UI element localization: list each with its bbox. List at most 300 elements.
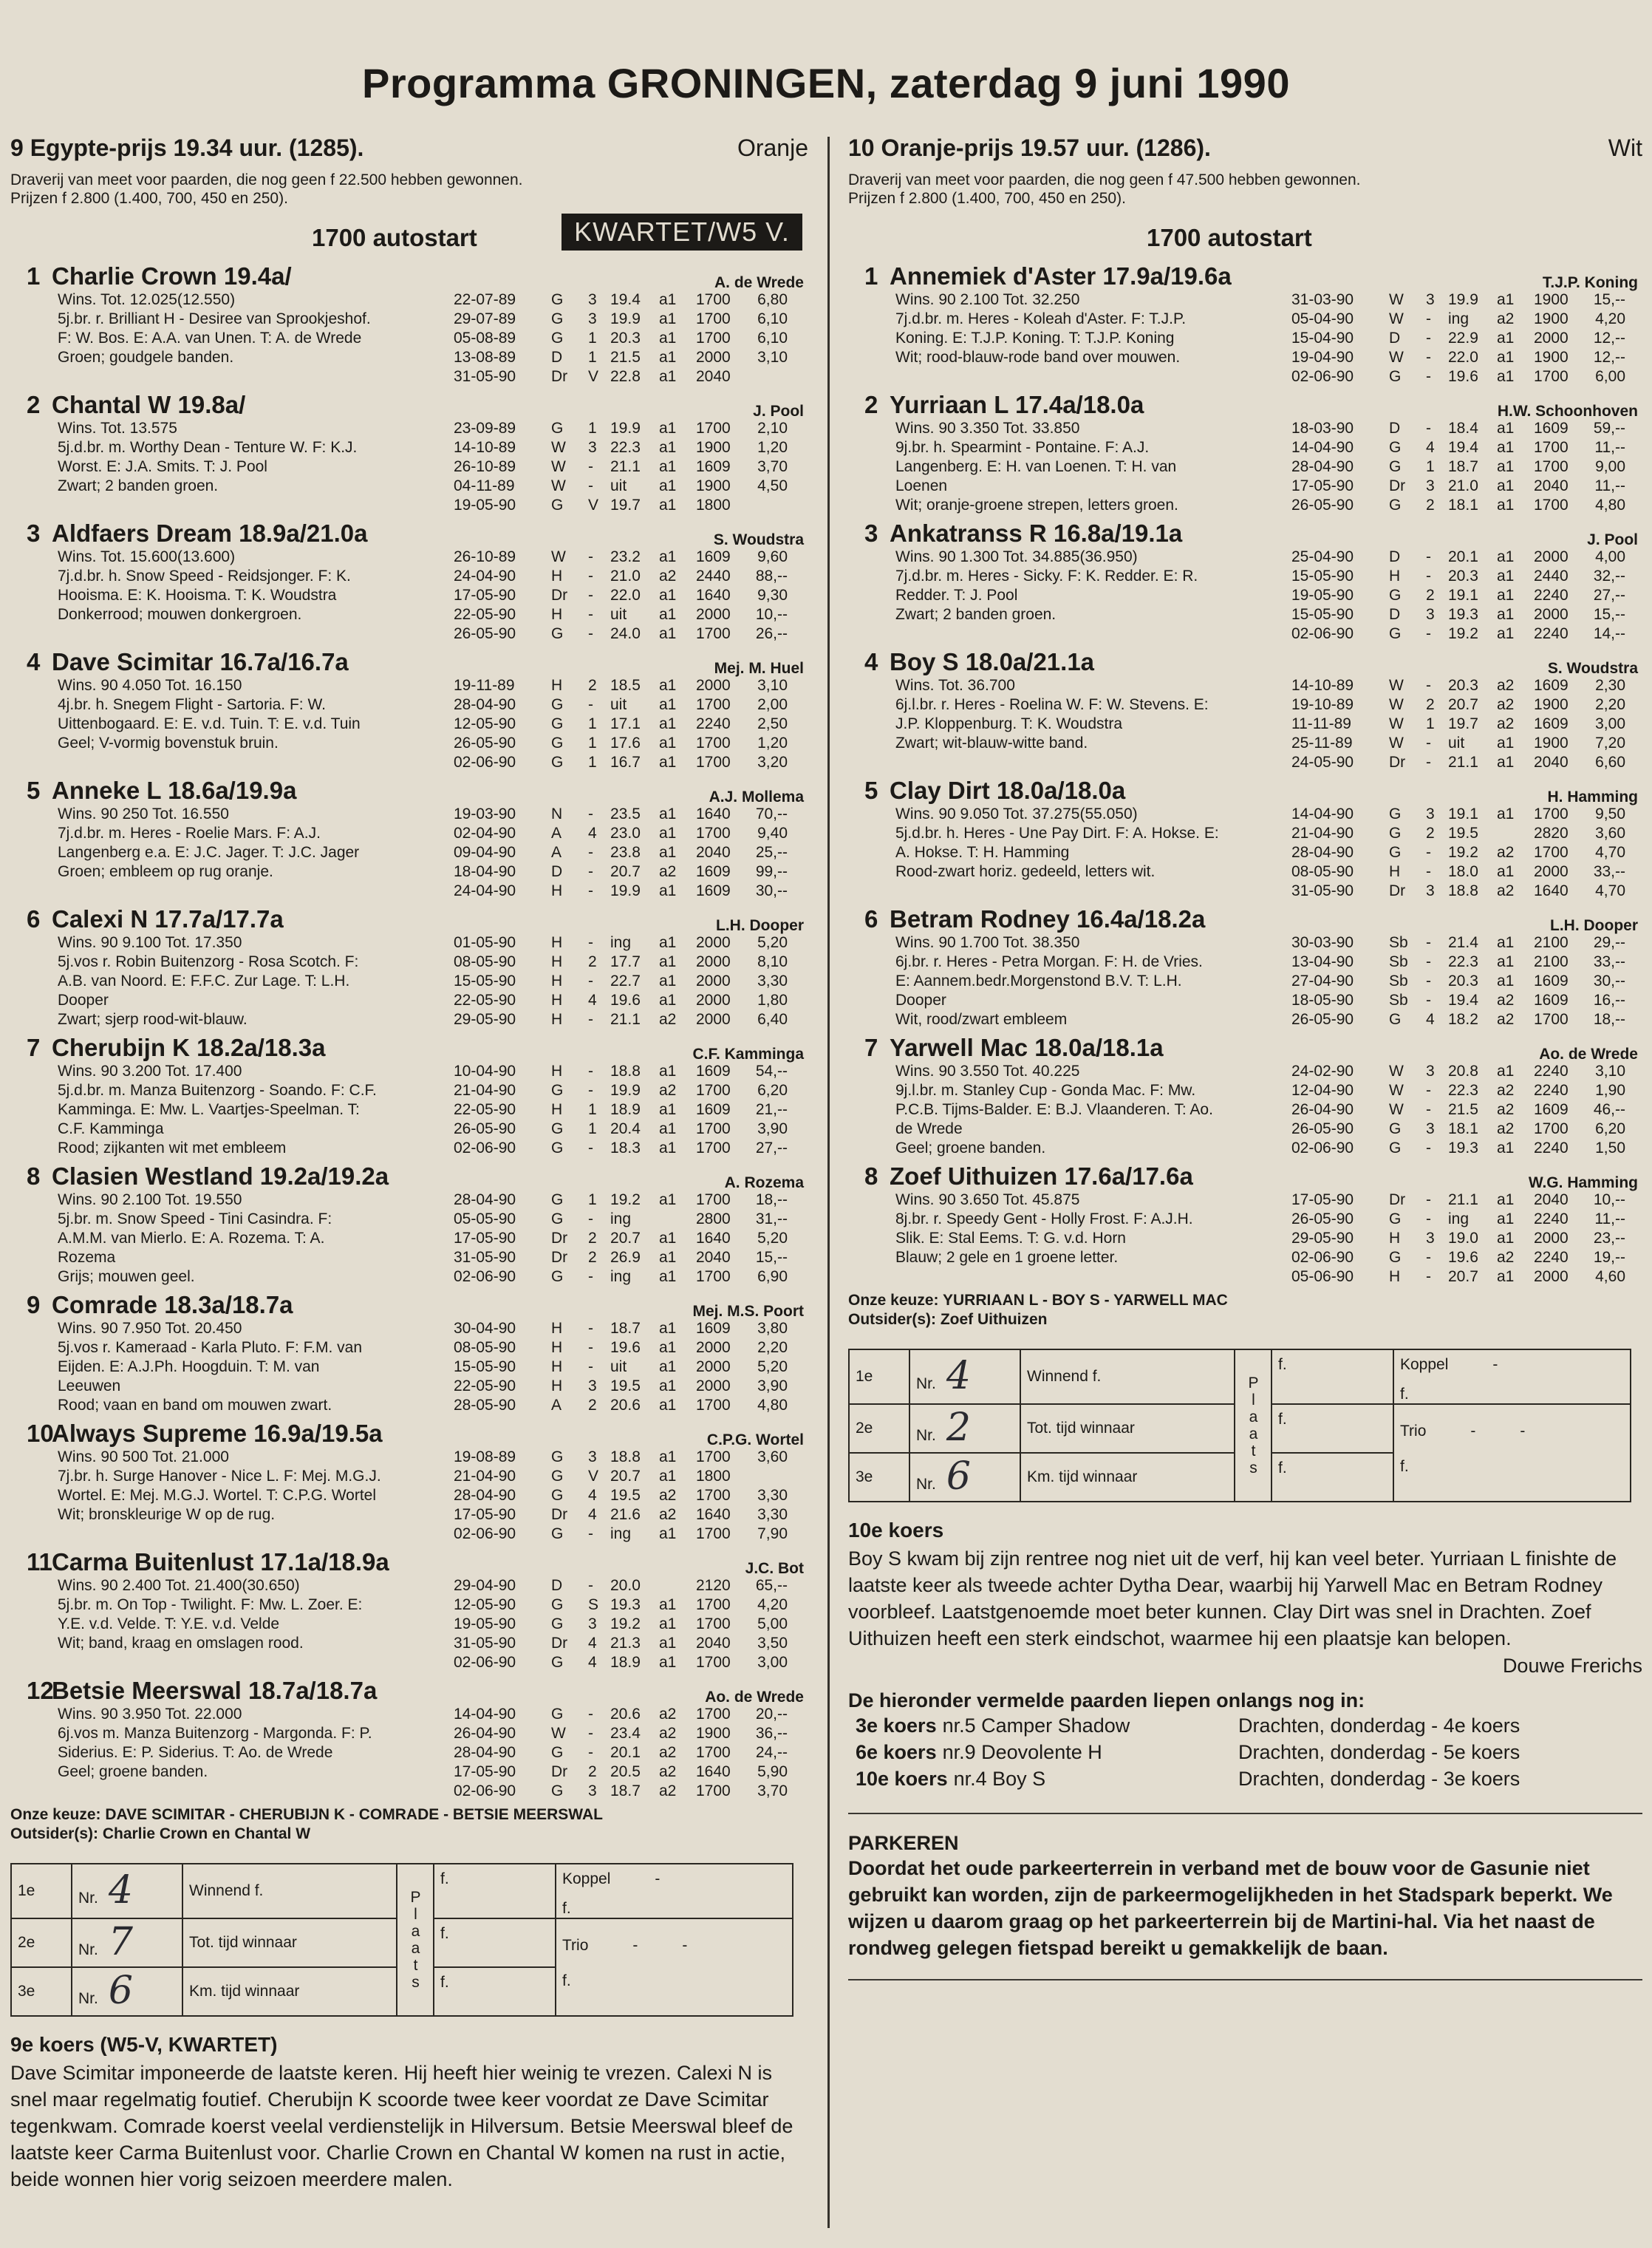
form-place: 1 (588, 1191, 597, 1208)
form-odds: 7,20 (1595, 735, 1625, 752)
form-row (1291, 862, 1642, 882)
trio-cell (1393, 1404, 1631, 1502)
horse-name: Clay Dirt 18.0a/18.0a (890, 777, 1126, 804)
horse-info-line: Wit; oranje-groene strepen, letters groen. (895, 497, 1178, 514)
form-distance: 1700 (696, 420, 731, 437)
form-date: 24-05-90 (1291, 754, 1354, 771)
start-type: 1700 autostart (312, 224, 477, 251)
horse-number: 8 (864, 1162, 878, 1190)
trainer-name: L.H. Dooper (1550, 917, 1638, 934)
form-distance: 1640 (696, 1506, 731, 1523)
form-place: - (1426, 1101, 1431, 1118)
trainer-name: C.P.G. Wortel (706, 1431, 804, 1448)
form-place: 3 (588, 1615, 597, 1632)
form-distance: 1700 (1534, 439, 1569, 456)
horse-number: 10 (27, 1420, 54, 1447)
horse-info (10, 676, 454, 753)
horse-info-line: Zwart; 2 banden groen. (58, 477, 219, 494)
recent-horse-name: nr.9 Deovolente H (942, 1741, 1102, 1763)
form-time: 19.3 (1448, 606, 1478, 623)
form-odds: 9,00 (1595, 458, 1625, 475)
form-odds: 7,90 (757, 1525, 788, 1542)
recent-race-number: 3e koers (856, 1714, 937, 1737)
column-divider (827, 137, 830, 2228)
form-place: 3 (1426, 606, 1435, 623)
form-track: G (551, 1596, 564, 1613)
form-time: 19.1 (1448, 805, 1478, 822)
form-date: 26-10-89 (454, 548, 516, 565)
form-row (454, 695, 808, 715)
form-class: a1 (1497, 754, 1515, 771)
form-time: 18.7 (610, 1320, 641, 1337)
form-place: - (588, 625, 593, 642)
horse-info-line: Wins. 90 2.100 Tot. 32.250 (895, 291, 1080, 308)
horse-name: Chantal W 19.8a/ (52, 391, 246, 418)
form-time: ing (610, 1268, 632, 1285)
form-class: a1 (659, 606, 677, 623)
form-distance: 1700 (696, 1268, 731, 1285)
form-date: 21-04-90 (454, 1082, 516, 1099)
horse-number: 5 (864, 777, 878, 804)
trainer-name: Ao. de Wrede (1539, 1046, 1638, 1063)
form-odds: 3,70 (757, 1782, 788, 1799)
horse-info-line: Wins. Tot. 15.600(13.600) (58, 548, 236, 565)
horse-info-line: Dooper (58, 992, 109, 1009)
form-row (454, 310, 808, 329)
trio-dash: - (632, 1937, 638, 1954)
form-distance: 1640 (696, 805, 731, 822)
form-distance: 2440 (696, 568, 731, 585)
form-distance: 1700 (1534, 368, 1569, 385)
form-distance: 1700 (696, 754, 731, 771)
form-track: G (551, 1191, 564, 1208)
form-row (454, 1319, 808, 1338)
form-distance: 1700 (696, 1654, 731, 1671)
form-row (1291, 882, 1642, 901)
form-place: 1 (588, 349, 597, 366)
form-track: Dr (551, 1230, 568, 1247)
form-odds: 6,10 (757, 310, 788, 327)
horse-details (10, 1034, 454, 1158)
horse-details (848, 905, 1291, 1029)
form-place: - (1426, 1210, 1431, 1227)
form-distance: 1609 (696, 1320, 731, 1337)
form-date: 29-04-90 (454, 1577, 516, 1594)
form-place: - (588, 1063, 593, 1080)
form-distance: 1700 (696, 330, 731, 347)
form-place: - (588, 1210, 593, 1227)
form-row (454, 1191, 808, 1210)
horse-name-row (10, 262, 454, 290)
race-conditions-line: Draverij van meet voor paarden, die nog geen f 22.500 hebben gewonnen. (10, 171, 523, 188)
form-odds: 3,60 (1595, 825, 1625, 842)
divider (848, 1813, 1642, 1814)
form-time: 19.6 (1448, 368, 1478, 385)
horse-info-line: 9j.l.br. m. Stanley Cup - Gonda Mac. F: Mw. (895, 1082, 1196, 1099)
horse-number: 1 (27, 262, 41, 290)
form-class: a1 (659, 625, 677, 642)
form-place: 1 (588, 1120, 597, 1137)
trainer-name: J.C. Bot (745, 1560, 804, 1577)
form-row (454, 933, 808, 953)
form-date: 05-05-90 (454, 1210, 516, 1227)
form-class: a1 (1497, 735, 1515, 752)
form-time: 18.5 (610, 677, 641, 694)
form-track: G (551, 1706, 564, 1723)
form-place: - (588, 606, 593, 623)
form-class (1497, 824, 1534, 843)
horse-info-line: Grijs; mouwen geel. (58, 1268, 195, 1285)
horse-info (10, 805, 454, 882)
form-row (454, 882, 808, 901)
form-distance: 2000 (696, 349, 731, 366)
horse-details (10, 1548, 454, 1672)
form-time: 22.7 (610, 973, 641, 990)
form-distance: 1700 (696, 1397, 731, 1414)
horse-info-line: 5j.d.br. m. Worthy Dean - Tenture W. F: K.J. (58, 439, 358, 456)
form-class: a2 (1497, 1249, 1515, 1266)
form-time: 19.7 (1448, 715, 1478, 732)
horse-info-line: Redder. T: J. Pool (895, 587, 1018, 604)
form-odds: 10,-- (1593, 1191, 1625, 1208)
form-row (454, 972, 808, 991)
form-place: - (588, 1706, 593, 1723)
form-place: - (1426, 1140, 1431, 1157)
form-time: 20.7 (1448, 696, 1478, 713)
form-odds: 3,50 (757, 1635, 788, 1652)
form-date: 08-05-90 (1291, 863, 1354, 880)
form-date: 14-10-89 (1291, 677, 1354, 694)
recent-race-horse (848, 1739, 1238, 1765)
form-track: G (551, 715, 564, 732)
form-place: - (588, 587, 593, 604)
form-distance: 2000 (696, 606, 731, 623)
horse-form (454, 1420, 808, 1544)
form-date: 28-04-90 (454, 1487, 516, 1504)
horse-name-row (848, 777, 1291, 805)
horse-name: Comrade 18.3a/18.7a (52, 1291, 293, 1318)
form-date: 26-04-90 (1291, 1101, 1354, 1118)
form-row (454, 1377, 808, 1396)
form-place: 3 (588, 291, 597, 308)
horse-name-row (10, 648, 454, 676)
form-track: G (551, 1744, 564, 1761)
divider (848, 1979, 1642, 1980)
form-time: 24.0 (610, 625, 641, 642)
form-track: D (1389, 606, 1401, 623)
horse-details (848, 520, 1291, 644)
form-place: 2 (588, 1230, 597, 1247)
form-odds: 4,20 (1595, 310, 1625, 327)
form-track: Sb (1389, 992, 1408, 1009)
form-date: 28-04-90 (1291, 844, 1354, 861)
form-row (454, 1358, 808, 1377)
horse-form (1291, 520, 1642, 644)
form-place: 4 (588, 1654, 597, 1671)
form-place: - (588, 1358, 593, 1375)
form-track: H (551, 992, 563, 1009)
form-distance: 2000 (696, 992, 731, 1009)
form-row (454, 496, 808, 515)
nr-label: Nr. (78, 1989, 98, 2007)
form-distance: 1609 (696, 882, 731, 899)
form-time: 18.7 (610, 1782, 641, 1799)
horse-form (1291, 905, 1642, 1029)
form-place: 3 (1426, 1230, 1435, 1247)
form-distance: 2440 (1534, 568, 1569, 585)
our-pick: Onze keuze: YURRIAAN L - BOY S - YARWELL MAC (848, 1292, 1228, 1309)
form-place: 3 (588, 1448, 597, 1465)
horse-form (454, 1677, 808, 1801)
form-odds: 3,60 (757, 1448, 788, 1465)
race-prizes-line: Prijzen f 2.800 (1.400, 700, 450 en 250). (848, 190, 1126, 207)
form-date: 08-05-90 (454, 1339, 516, 1356)
form-distance: 2000 (696, 1011, 731, 1028)
form-distance: 2240 (1534, 1140, 1569, 1157)
trainer-name: A.J. Mollema (709, 788, 804, 805)
form-row (454, 548, 808, 567)
form-place: - (1426, 310, 1431, 327)
horse-entry (10, 1162, 808, 1287)
horse-entry (848, 262, 1642, 386)
form-row (454, 824, 808, 843)
horse-entry (10, 1548, 808, 1672)
koppel-dash: - (655, 1870, 661, 1887)
horse-info-line: Wins. 90 250 Tot. 16.550 (58, 805, 229, 822)
horse-name-row (848, 262, 1291, 290)
form-distance: 1609 (696, 863, 731, 880)
horse-form (454, 1291, 808, 1415)
horse-info-line: 5j.vos r. Kameraad - Karla Pluto. F: F.M. van (58, 1339, 362, 1356)
horse-number: 6 (864, 905, 878, 933)
horse-entry (10, 520, 808, 644)
form-time: 22.0 (1448, 349, 1478, 366)
horse-name-row (848, 1162, 1291, 1191)
form-date: 22-05-90 (454, 1377, 516, 1394)
horse-name: Carma Buitenlust 17.1a/18.9a (52, 1548, 389, 1576)
trainer-name: H.W. Schoonhoven (1497, 403, 1638, 420)
plaats-column (397, 1864, 434, 2016)
form-odds: 12,-- (1593, 330, 1625, 347)
form-time: ing (1448, 1210, 1470, 1227)
horse-form (1291, 648, 1642, 772)
form-place: 1 (588, 420, 597, 437)
form-distance: 2240 (1534, 625, 1569, 642)
form-odds: 11,-- (1594, 1210, 1625, 1227)
form-row (454, 605, 808, 624)
form-date: 12-04-90 (1291, 1082, 1354, 1099)
form-odds: 18,-- (1593, 1011, 1625, 1028)
trainer-name: A. Rozema (724, 1174, 804, 1191)
form-date: 26-05-90 (454, 1120, 516, 1137)
form-class: a1 (659, 696, 677, 713)
form-track: H (551, 1320, 563, 1337)
horse-details (10, 262, 454, 386)
horse-name-row (10, 905, 454, 933)
form-class: a1 (659, 934, 677, 951)
trainer-name: C.F. Kamminga (692, 1046, 804, 1063)
form-row (454, 1396, 808, 1415)
form-distance: 1700 (696, 1525, 731, 1542)
form-class: a1 (1497, 548, 1515, 565)
form-odds: 9,60 (757, 548, 788, 565)
form-odds: 6,20 (1595, 1120, 1625, 1137)
horse-info-line: A.M.M. van Mierlo. E: A. Rozema. T: A. (58, 1230, 325, 1247)
form-track: W (1389, 715, 1404, 732)
form-row (454, 1229, 808, 1248)
form-date: 24-04-90 (454, 882, 516, 899)
form-date: 14-04-90 (1291, 439, 1354, 456)
form-odds: 4,80 (1595, 497, 1625, 514)
form-date: 04-11-89 (454, 477, 515, 494)
horse-info (10, 419, 454, 496)
horse-info (848, 1191, 1291, 1267)
form-odds: 10,-- (755, 606, 788, 623)
form-row (1291, 715, 1642, 734)
horse-name: Calexi N 17.7a/17.7a (52, 905, 284, 933)
form-date: 28-05-90 (454, 1397, 516, 1414)
trio-dash: - (1470, 1423, 1476, 1440)
horse-info-line: F: W. Bos. E: A.A. van Unen. T: A. de Wrede (58, 330, 362, 347)
form-place: - (588, 568, 593, 585)
horse-name-row (10, 1034, 454, 1062)
form-distance: 1609 (696, 548, 731, 565)
form-distance: 2000 (1534, 330, 1569, 347)
form-class: a1 (659, 368, 677, 385)
form-time: 23.5 (610, 805, 641, 822)
form-place: 3 (1426, 1120, 1435, 1137)
form-row (1291, 367, 1642, 386)
form-row (454, 1486, 808, 1505)
form-odds: 4,70 (1595, 882, 1625, 899)
form-place: S (588, 1596, 599, 1613)
form-class: a1 (659, 548, 677, 565)
form-class: a2 (659, 1487, 677, 1504)
result-label: Km. tijd winnaar (1020, 1453, 1235, 1502)
form-place: - (588, 882, 593, 899)
form-place: - (1426, 992, 1431, 1009)
form-distance: 2100 (1534, 934, 1569, 951)
form-odds: 2,20 (757, 1339, 788, 1356)
form-row (454, 1010, 808, 1029)
form-time: 22.3 (1448, 953, 1478, 970)
form-row (454, 1120, 808, 1139)
handwritten-number: 6 (946, 1454, 971, 1499)
form-odds: 2,00 (757, 696, 788, 713)
form-time: 19.6 (610, 992, 641, 1009)
horse-info-line: Rozema (58, 1249, 116, 1266)
form-class: a1 (1497, 1140, 1515, 1157)
form-odds: 33,-- (1593, 953, 1625, 970)
form-row (454, 1762, 808, 1782)
form-place: 4 (588, 1487, 597, 1504)
form-date: 09-04-90 (454, 844, 516, 861)
horse-name: Anneke L 18.6a/19.9a (52, 777, 297, 804)
form-time: 21.1 (1448, 754, 1478, 771)
parking-title: PARKEREN (848, 1832, 959, 1854)
form-track: Dr (1389, 477, 1406, 494)
horse-list (848, 262, 1642, 1287)
form-place: 4 (1426, 439, 1435, 456)
form-track: H (551, 568, 563, 585)
form-track: G (1389, 1210, 1402, 1227)
horse-name: Charlie Crown 19.4a/ (52, 262, 292, 290)
form-class: a1 (659, 310, 677, 327)
trainer-name: H. Hamming (1547, 788, 1638, 805)
form-row (454, 348, 808, 367)
horse-entry (848, 520, 1642, 644)
horse-name-row (10, 1291, 454, 1319)
form-class: a1 (1497, 458, 1515, 475)
form-time: 17.6 (610, 735, 641, 752)
form-place: 3 (588, 1782, 597, 1799)
form-row (454, 1062, 808, 1081)
form-class: a1 (1497, 439, 1515, 456)
form-track: G (551, 1782, 564, 1799)
horse-name-row (10, 777, 454, 805)
form-row (1291, 953, 1642, 972)
form-class: a1 (1497, 863, 1515, 880)
form-place: 2 (588, 953, 597, 970)
form-odds: 2,10 (757, 420, 788, 437)
koppel-label (562, 1870, 786, 1888)
form-time: 20.6 (610, 1397, 641, 1414)
form-date: 08-05-90 (454, 953, 516, 970)
race-color: Wit (1608, 134, 1642, 161)
horse-info-line: 5j.br. m. On Top - Twilight. F: Mw. L. Zoer. E: (58, 1596, 363, 1613)
form-place: - (588, 1320, 593, 1337)
form-odds: 15,-- (1593, 606, 1625, 623)
form-class: a2 (659, 1725, 677, 1742)
horse-details (10, 520, 454, 644)
form-track: Dr (551, 1506, 568, 1523)
horse-info (848, 676, 1291, 753)
form-date: 26-04-90 (454, 1725, 516, 1742)
recent-race-where: Drachten, donderdag - 4e koers (1238, 1714, 1520, 1737)
horse-info-line: Wins. 90 9.050 Tot. 37.275(55.050) (895, 805, 1138, 822)
form-track: G (551, 291, 564, 308)
form-distance: 1640 (1534, 882, 1569, 899)
place-label: 2e (11, 1918, 72, 1967)
form-date: 05-06-90 (1291, 1268, 1354, 1285)
form-row (454, 1576, 808, 1595)
form-time: 21.1 (610, 1011, 641, 1028)
form-class: a1 (1497, 1210, 1515, 1227)
form-distance: 2240 (1534, 1063, 1569, 1080)
form-time: uit (610, 696, 627, 713)
form-place: - (1426, 973, 1431, 990)
form-time: 18.8 (1448, 882, 1478, 899)
form-date: 10-04-90 (454, 1063, 516, 1080)
horse-entry (848, 1034, 1642, 1158)
horse-info (10, 1705, 454, 1782)
form-time: 19.3 (1448, 1140, 1478, 1157)
horse-info-line: 6j.br. r. Heres - Petra Morgan. F: H. de Vries. (895, 953, 1203, 970)
form-class: a1 (659, 1358, 677, 1375)
form-track: G (551, 330, 564, 347)
form-track: Dr (551, 587, 568, 604)
form-distance: 1700 (696, 1596, 731, 1613)
form-class: a2 (1497, 677, 1515, 694)
form-class: a1 (1497, 477, 1515, 494)
trio-label (1400, 1423, 1624, 1440)
form-track: W (551, 458, 566, 475)
handwritten-number: 7 (108, 1919, 133, 1964)
horse-info-line: Slik. E: Stal Eems. T: G. v.d. Horn (895, 1230, 1126, 1247)
horse-info-line: Geel; V-vormig bovenstuk bruin. (58, 735, 279, 752)
horse-info-line: Eijden. E: A.J.Ph. Hoogduin. T: M. van (58, 1358, 320, 1375)
form-row (454, 1615, 808, 1634)
